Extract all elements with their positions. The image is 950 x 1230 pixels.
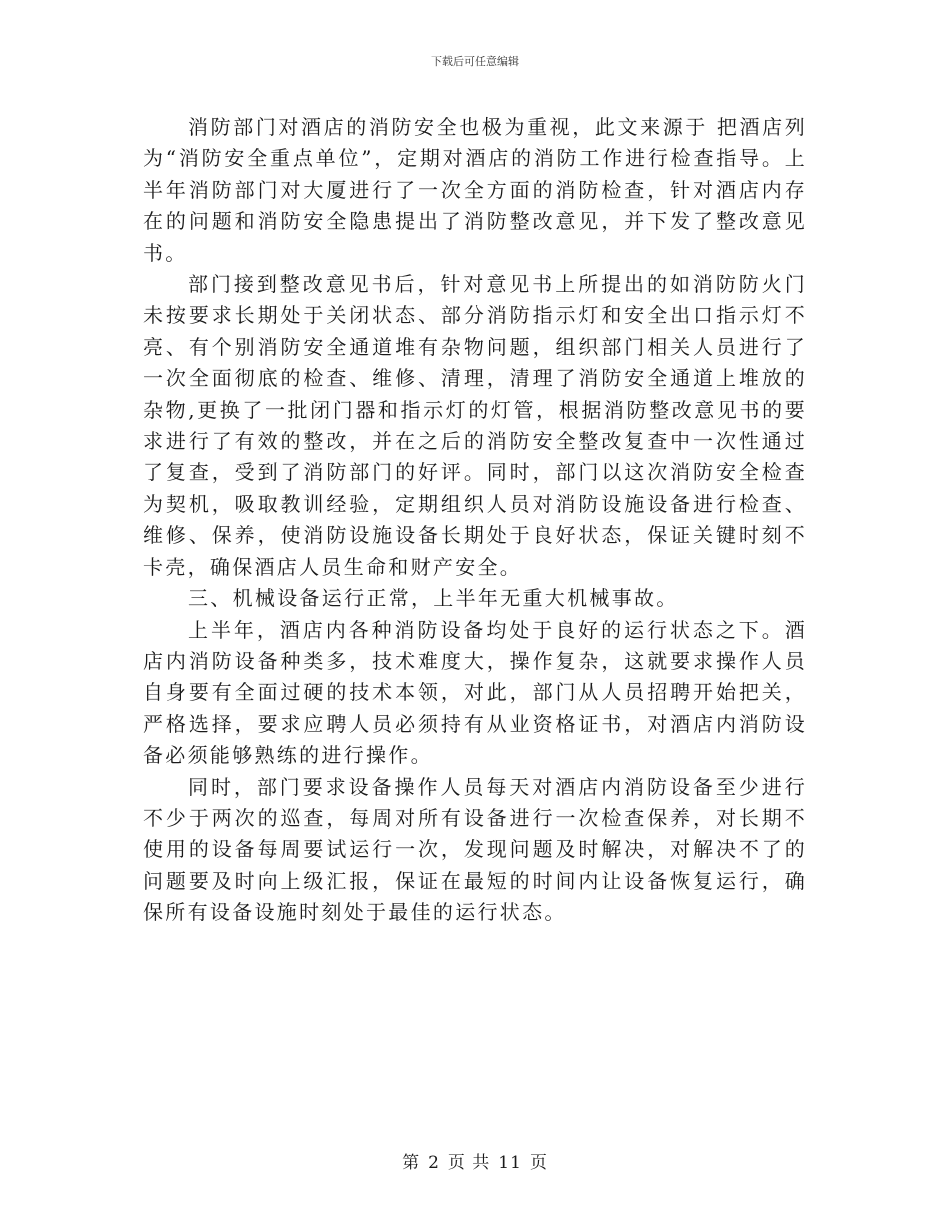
section-heading-machinery: 三、机械设备运行正常，上半年无重大机械事故。 — [188, 586, 679, 611]
page-header-note: 下载后可任意编辑 — [431, 55, 519, 68]
footer-total-pages: 11 — [498, 1153, 522, 1173]
paragraph-fire-department-inspection: 消防部门对酒店的消防安全也极为重视，此文来源于 把酒店列为“消防安全重点单位”，定期对酒店的消防工作进行检查指导。上半年消防部门对大厦进行了一次全方面的消防检查，针对酒店内存在的问题和消防安全隐患提出了消防整改意见，并下发了整改意见书。 — [143, 115, 807, 265]
paragraph-rectification: 部门接到整改意见书后，针对意见书上所提出的如消防防火门未按要求长期处于关闭状态、部分消防指示灯和安全出口指示灯不亮、有个别消防安全通道堆有杂物问题，组织部门相关人员进行了一次全面彻底的检查、维修、清理，清理了消防安全通道上堆放的杂物,更换了一批闭门器和指示灯的灯管，根据消防整改意见书的要求进行了有效的整改，并在之后的消防安全整改复查中一次性通过了复查，受到了消防部门的好评。同时，部门以这次消防安全检查为契机，吸取教训经验，定期组织人员对消防设施设备进行检查、维修、保养，使消防设施设备长期处于良好状态，保证关键时刻不卡壳，确保酒店人员生命和财产安全。 — [143, 272, 807, 579]
footer-suffix: 页 — [529, 1153, 548, 1173]
paragraph-inspection-routine: 同时，部门要求设备操作人员每天对酒店内消防设备至少进行不少于两次的巡查，每周对所有设备进行一次检查保养，对长期不使用的设备每周要试运行一次，发现问题及时解决，对解决不了的问题要及时向上级汇报，保证在最短的时间内让设备恢复运行，确保所有设备设施时刻处于最佳的运行状态。 — [143, 774, 807, 925]
paragraph-equipment-status: 上半年，酒店内各种消防设备均处于良好的运行状态之下。酒店内消防设备种类多，技术难度大，操作复杂，这就要求操作人员自身要有全面过硬的技术本领，对此，部门从人员招聘开始把关，严格选择，要求应聘人员必须持有从业资格证书，对酒店内消防设备必须能够熟练的进行操作。 — [143, 617, 807, 768]
page-footer — [0, 1148, 950, 1173]
footer-prefix: 第 — [402, 1153, 421, 1173]
footer-middle: 页 共 — [447, 1153, 491, 1173]
document-body — [143, 112, 807, 929]
footer-page-number: 2 — [428, 1153, 440, 1173]
